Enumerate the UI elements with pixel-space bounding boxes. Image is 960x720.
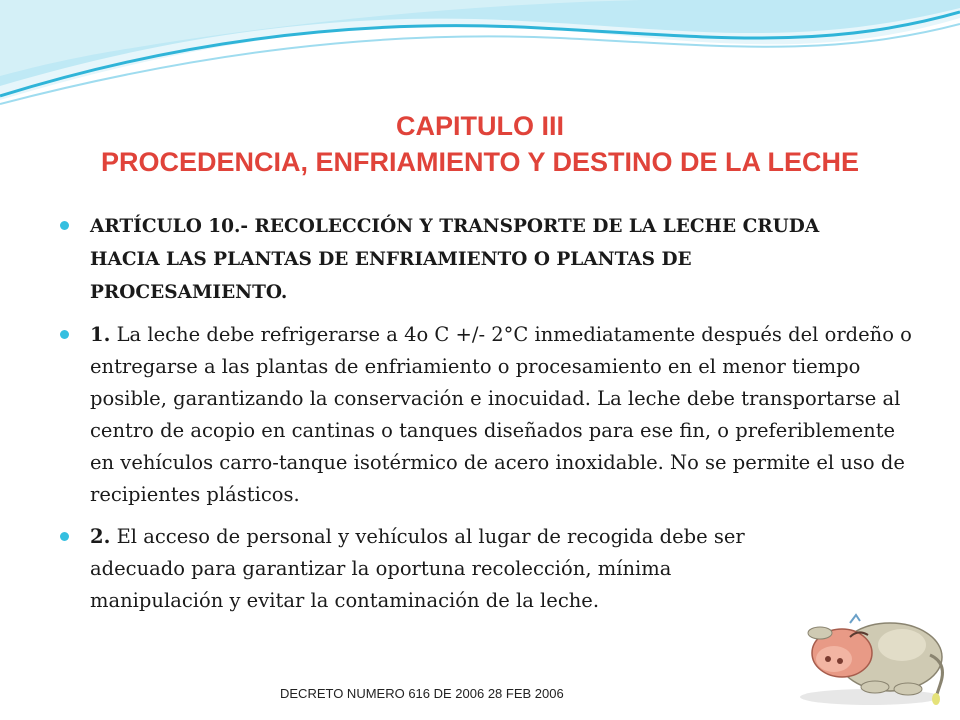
bullet-icon [60, 532, 69, 541]
bullet-icon [60, 221, 69, 230]
slide-body [60, 210, 915, 627]
title-chapter: CAPITULO III [396, 111, 564, 141]
list-item-1 [60, 319, 915, 511]
bullet-icon [60, 330, 69, 339]
item-text: La leche debe refrigerarse a 4o C +/- 2°C inmediatamente después del ordeño o entregarse a las plantas de enfriamiento o procesamiento en el menor tiempo posible, garantizando la conservación e inocuidad. La leche debe transportarse al centro de acopio en cantinas o tanques diseñados para ese fin, o preferiblemente en vehículos carro-tanque isotérmico de acero inoxidable. No se permite el uso de recipientes plásticos. [90, 323, 912, 506]
item-number: 1. [90, 323, 111, 346]
footer-source: DECRETO NUMERO 616 DE 2006 28 FEB 2006 [280, 686, 564, 701]
item-text: El acceso de personal y vehículos al lugar de recogida debe ser adecuado para garantizar la oportuna recolección, mínima manipulación y evitar la contaminación de la leche. [90, 525, 745, 612]
list-item-2 [60, 521, 915, 617]
title-subject: PROCEDENCIA, ENFRIAMIENTO Y DESTINO DE LA LECHE [100, 147, 860, 177]
list-item-article [60, 210, 915, 309]
sleeping-cow-image [790, 585, 955, 710]
article-heading: ARTÍCULO 10.- RECOLECCIÓN Y TRANSPORTE DE LA LECHE CRUDA HACIA LAS PLANTAS DE ENFRIAMIENTO O PLANTAS DE PROCESAMIENTO. [90, 216, 820, 303]
item-number: 2. [90, 525, 111, 548]
slide-title [0, 108, 960, 180]
